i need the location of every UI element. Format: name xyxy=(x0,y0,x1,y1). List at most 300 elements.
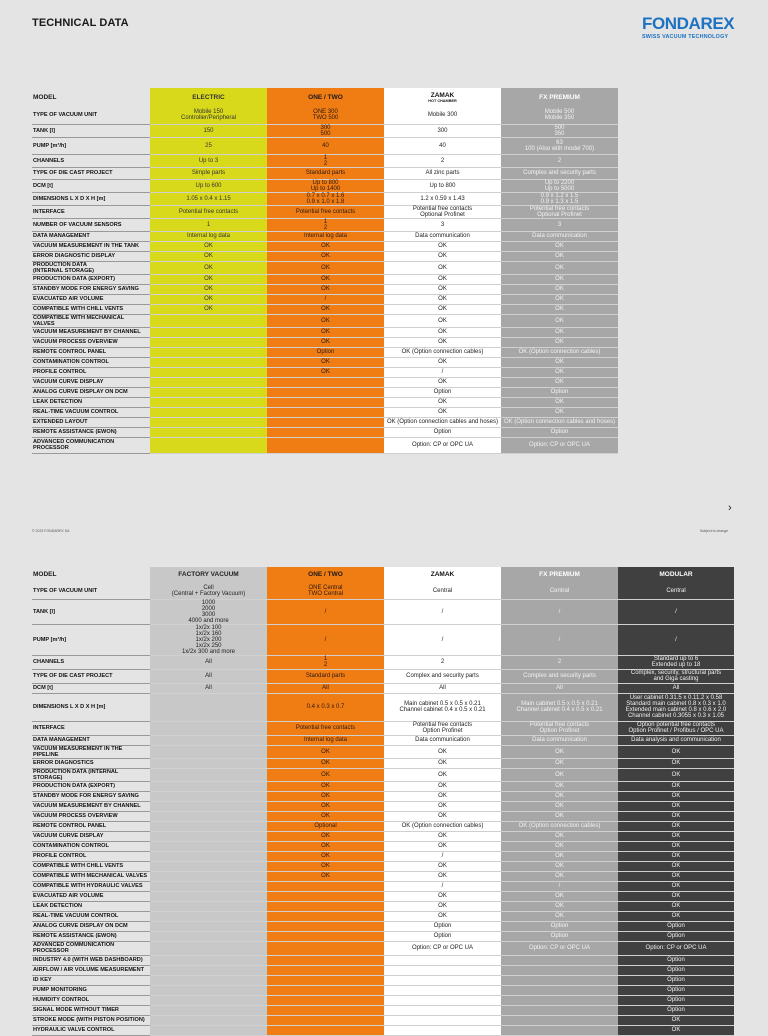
cell-fx-premium: 2 xyxy=(501,154,618,167)
cell-fx-premium: OK xyxy=(501,357,618,367)
cell-zamak: Option xyxy=(384,921,501,931)
cell-one-two: Option xyxy=(267,347,384,357)
column-subheader: HOT CHAMBER xyxy=(428,98,457,103)
table-row xyxy=(32,179,618,192)
cell-electric xyxy=(150,337,267,347)
row-label: CONTAMINATION CONTROL xyxy=(32,841,150,851)
cell-modular: Data analysis and communication xyxy=(618,735,734,745)
cell-fx-premium: Option xyxy=(501,427,618,437)
cell-factory-vacuum xyxy=(150,881,267,891)
cell-one-two xyxy=(267,417,384,427)
table-row xyxy=(32,1025,734,1035)
cell-zamak: OK xyxy=(384,901,501,911)
row-label: VACUUM MEASUREMENT BY CHANNEL xyxy=(32,801,150,811)
cell-one-two xyxy=(267,921,384,931)
cell-fx-premium: 0.9 x 1.2 x 1.5 0.9 x 1.3 x 1.5 xyxy=(501,192,618,205)
cell-zamak: OK xyxy=(384,407,501,417)
cell-fx-premium: OK (Option connection cables) xyxy=(501,821,618,831)
row-label: DCM [t] xyxy=(32,179,150,192)
cell-one-two: Optional xyxy=(267,821,384,831)
table-row xyxy=(32,624,734,655)
row-label: REMOTE CONTROL PANEL xyxy=(32,347,150,357)
cell-zamak: Data communication xyxy=(384,231,501,241)
table-row xyxy=(32,387,618,397)
cell-factory-vacuum xyxy=(150,1015,267,1025)
table-row xyxy=(32,745,734,758)
table-row xyxy=(32,347,618,357)
row-label: HYDRAULIC VALVE CONTROL xyxy=(32,1025,150,1035)
row-label: REMOTE ASSISTANCE (EWON) xyxy=(32,931,150,941)
row-label: TANK [l] xyxy=(32,124,150,137)
cell-zamak: Option xyxy=(384,387,501,397)
table-row xyxy=(32,437,618,453)
cell-one-two: 40 xyxy=(267,137,384,154)
cell-one-two: OK xyxy=(267,861,384,871)
cell-modular: OK xyxy=(618,851,734,861)
cell-electric: 150 xyxy=(150,124,267,137)
column-header-modular xyxy=(618,567,734,583)
table-row xyxy=(32,397,618,407)
row-label: INTERFACE xyxy=(32,721,150,735)
table-row xyxy=(32,841,734,851)
table-row xyxy=(32,241,618,251)
row-label: CONTAMINATION CONTROL xyxy=(32,357,150,367)
cell-fx-premium: Potential free contacts Optional Profinet xyxy=(501,205,618,218)
cell-zamak xyxy=(384,975,501,985)
row-label: PRODUCTION DATA (EXPORT) xyxy=(32,781,150,791)
column-header-label: ZAMAK xyxy=(430,91,455,99)
row-label: EXTENDED LAYOUT xyxy=(32,417,150,427)
cell-factory-vacuum xyxy=(150,1025,267,1035)
cell-fx-premium xyxy=(501,1015,618,1025)
cell-zamak xyxy=(384,965,501,975)
table-row xyxy=(32,124,618,137)
table-row xyxy=(32,901,734,911)
cell-factory-vacuum xyxy=(150,921,267,931)
cell-fx-premium: OK xyxy=(501,781,618,791)
cell-one-two: OK xyxy=(267,284,384,294)
cell-factory-vacuum xyxy=(150,801,267,811)
cell-modular: Option xyxy=(618,955,734,965)
cell-one-two: OK xyxy=(267,367,384,377)
row-label: PROFILE CONTROL xyxy=(32,851,150,861)
cell-zamak: OK xyxy=(384,911,501,921)
cell-fx-premium: Central xyxy=(501,583,618,599)
row-label: ANALOG CURVE DISPLAY ON DCM xyxy=(32,387,150,397)
cell-fx-premium xyxy=(501,985,618,995)
column-header-label: FACTORY VACUUM xyxy=(178,571,239,578)
cell-modular: OK xyxy=(618,1025,734,1035)
cell-modular: OK xyxy=(618,821,734,831)
table-row xyxy=(32,995,734,1005)
subject-to-change-note: Subject to change xyxy=(700,529,729,533)
cell-one-two xyxy=(267,985,384,995)
cell-factory-vacuum xyxy=(150,861,267,871)
cell-fx-premium: OK xyxy=(501,304,618,314)
row-label: REAL-TIME VACUUM CONTROL xyxy=(32,407,150,417)
cell-factory-vacuum xyxy=(150,758,267,768)
cell-one-two: OK xyxy=(267,781,384,791)
table-row xyxy=(32,304,618,314)
cell-one-two xyxy=(267,1005,384,1015)
table-row xyxy=(32,167,618,179)
table-row xyxy=(32,337,618,347)
cell-zamak: OK xyxy=(384,791,501,801)
row-label: PROFILE CONTROL xyxy=(32,367,150,377)
cell-factory-vacuum xyxy=(150,821,267,831)
table-row xyxy=(32,669,734,683)
table-row xyxy=(32,284,618,294)
cell-zamak: / xyxy=(384,881,501,891)
cell-one-two: 1 2 xyxy=(267,655,384,669)
cell-electric: OK xyxy=(150,274,267,284)
cell-factory-vacuum xyxy=(150,1005,267,1015)
cell-zamak: Up to 800 xyxy=(384,179,501,192)
copyright: © 2023 FONDAREX SA xyxy=(32,529,70,533)
cell-modular: OK xyxy=(618,781,734,791)
cell-one-two: ONE 300 TWO 500 xyxy=(267,107,384,124)
cell-fx-premium: Option xyxy=(501,387,618,397)
chevron-right-icon[interactable]: › xyxy=(728,502,732,514)
cell-zamak: All xyxy=(384,683,501,693)
cell-fx-premium: Option: CP or OPC UA xyxy=(501,437,618,453)
row-label: ID KEY xyxy=(32,975,150,985)
table-header-row xyxy=(32,88,618,107)
cell-factory-vacuum: All xyxy=(150,669,267,683)
cell-fx-premium: OK xyxy=(501,367,618,377)
row-label: EVACUATED AIR VOLUME xyxy=(32,294,150,304)
cell-factory-vacuum xyxy=(150,851,267,861)
row-label: AIRFLOW / AIR VOLUME MEASUREMENT xyxy=(32,965,150,975)
cell-modular: Option xyxy=(618,965,734,975)
cell-factory-vacuum xyxy=(150,811,267,821)
cell-electric: Mobile 150 Controller/Peripheral xyxy=(150,107,267,124)
cell-zamak: / xyxy=(384,599,501,624)
column-header-fx-premium xyxy=(501,88,618,107)
table-row xyxy=(32,218,618,231)
table-row xyxy=(32,599,734,624)
cell-one-two: OK xyxy=(267,274,384,284)
column-header-label: ELECTRIC xyxy=(192,93,225,101)
cell-zamak: Central xyxy=(384,583,501,599)
row-label: PUMP MONITORING xyxy=(32,985,150,995)
column-header-one-two xyxy=(267,88,384,107)
cell-fx-premium: OK xyxy=(501,251,618,261)
cell-zamak: OK xyxy=(384,801,501,811)
row-label: EVACUATED AIR VOLUME xyxy=(32,891,150,901)
table-row xyxy=(32,851,734,861)
cell-fx-premium: OK xyxy=(501,241,618,251)
cell-electric: 25 xyxy=(150,137,267,154)
cell-zamak: OK (Option connection cables) xyxy=(384,347,501,357)
row-label: TYPE OF DIE CAST PROJECT xyxy=(32,669,150,683)
column-header-label: MODULAR xyxy=(659,571,693,578)
cell-zamak: All zinc parts xyxy=(384,167,501,179)
cell-one-two xyxy=(267,387,384,397)
cell-zamak: OK xyxy=(384,337,501,347)
row-label: PUMP [m³/h] xyxy=(32,624,150,655)
table-row xyxy=(32,205,618,218)
table-row xyxy=(32,407,618,417)
table-row xyxy=(32,583,734,599)
cell-one-two: OK xyxy=(267,241,384,251)
cell-one-two xyxy=(267,1025,384,1035)
cell-one-two: OK xyxy=(267,337,384,347)
cell-zamak: OK xyxy=(384,304,501,314)
table-row xyxy=(32,231,618,241)
cell-modular: Option: CP or OPC UA xyxy=(618,941,734,955)
table-row xyxy=(32,891,734,901)
cell-fx-premium: 3 xyxy=(501,218,618,231)
cell-modular: OK xyxy=(618,801,734,811)
cell-zamak xyxy=(384,955,501,965)
row-label: ANALOG CURVE DISPLAY ON DCM xyxy=(32,921,150,931)
cell-fx-premium: OK xyxy=(501,851,618,861)
cell-modular: OK xyxy=(618,861,734,871)
cell-zamak: Option: CP or OPC UA xyxy=(384,437,501,453)
cell-fx-premium: OK xyxy=(501,407,618,417)
row-label: PRODUCTION DATA (INTERNAL STORAGE) xyxy=(32,768,150,781)
cell-electric: Up to 3 xyxy=(150,154,267,167)
cell-zamak: OK xyxy=(384,758,501,768)
table-row xyxy=(32,801,734,811)
table-header-row xyxy=(32,567,734,583)
cell-fx-premium: Complex and security parts xyxy=(501,167,618,179)
cell-zamak: OK xyxy=(384,811,501,821)
row-label: PRODUCTION DATA (INTERNAL STORAGE) xyxy=(32,261,150,274)
table-row xyxy=(32,154,618,167)
cell-fx-premium: Option xyxy=(501,931,618,941)
cell-zamak: Potential free contacts Optional Profinet xyxy=(384,205,501,218)
cell-fx-premium: All xyxy=(501,683,618,693)
cell-zamak xyxy=(384,1005,501,1015)
cell-electric xyxy=(150,367,267,377)
row-label: TYPE OF VACUUM UNIT xyxy=(32,583,150,599)
row-label: STROKE MODE (WITH PISTON POSITION) xyxy=(32,1015,150,1025)
cell-one-two xyxy=(267,427,384,437)
row-label: INDUSTRY 4.0 (WITH WEB DASHBOARD) xyxy=(32,955,150,965)
row-label: DIMENSIONS L X D X H [m] xyxy=(32,693,150,721)
table-row xyxy=(32,955,734,965)
cell-fx-premium: OK xyxy=(501,791,618,801)
cell-zamak: OK xyxy=(384,274,501,284)
cell-one-two xyxy=(267,891,384,901)
cell-fx-premium: OK xyxy=(501,831,618,841)
cell-one-two: OK xyxy=(267,791,384,801)
cell-zamak: Potential free contacts Option Profinet xyxy=(384,721,501,735)
table-row xyxy=(32,261,618,274)
cell-zamak: Mobile 300 xyxy=(384,107,501,124)
cell-factory-vacuum: 1x/2x 100 1x/2x 160 1x/2x 200 1x/2x 250 1x/2x 300 and more xyxy=(150,624,267,655)
table-row xyxy=(32,367,618,377)
cell-fx-premium: Complex and security parts xyxy=(501,669,618,683)
row-label: COMPATIBLE WITH HYDRAULIC VALVES xyxy=(32,881,150,891)
cell-electric xyxy=(150,377,267,387)
table-row xyxy=(32,693,734,721)
cell-fx-premium: OK xyxy=(501,337,618,347)
cell-electric xyxy=(150,387,267,397)
cell-fx-premium: / xyxy=(501,599,618,624)
cell-fx-premium: Option xyxy=(501,921,618,931)
row-label: LEAK DETECTION xyxy=(32,397,150,407)
cell-zamak: / xyxy=(384,367,501,377)
cell-electric: 1.05 x 0.4 x 1.15 xyxy=(150,192,267,205)
cell-zamak xyxy=(384,985,501,995)
cell-zamak: 2 xyxy=(384,154,501,167)
cell-zamak: OK xyxy=(384,831,501,841)
cell-factory-vacuum xyxy=(150,831,267,841)
cell-zamak: Main cabinet 0.5 x 0.5 x 0.21 Channel cabinet 0.4 x 0.5 x 0.21 xyxy=(384,693,501,721)
cell-one-two: OK xyxy=(267,811,384,821)
table-row xyxy=(32,417,618,427)
cell-fx-premium: Potential free contacts Option Profinet xyxy=(501,721,618,735)
cell-one-two: Internal log data xyxy=(267,231,384,241)
cell-one-two: 1 2 xyxy=(267,154,384,167)
cell-fx-premium: OK xyxy=(501,314,618,327)
cell-zamak: 1.2 x 0.59 x 1.43 xyxy=(384,192,501,205)
cell-one-two: 0.7 x 0.7 x 1.6 0.9 x 1.0 x 1.8 xyxy=(267,192,384,205)
column-header-electric xyxy=(150,88,267,107)
cell-electric: OK xyxy=(150,241,267,251)
cell-modular: OK xyxy=(618,841,734,851)
cell-one-two xyxy=(267,407,384,417)
cell-one-two xyxy=(267,911,384,921)
table-row xyxy=(32,192,618,205)
cell-factory-vacuum xyxy=(150,768,267,781)
cell-modular: OK xyxy=(618,871,734,881)
cell-electric: OK xyxy=(150,284,267,294)
cell-fx-premium: OK xyxy=(501,768,618,781)
cell-electric xyxy=(150,407,267,417)
cell-one-two xyxy=(267,901,384,911)
table-row xyxy=(32,357,618,367)
cell-factory-vacuum xyxy=(150,841,267,851)
table-row xyxy=(32,985,734,995)
row-label: CHANNELS xyxy=(32,655,150,669)
row-label: NUMBER OF VACUUM SENSORS xyxy=(32,218,150,231)
cell-zamak: OK xyxy=(384,377,501,387)
row-label: VACUUM CURVE DISPLAY xyxy=(32,377,150,387)
cell-modular: Option xyxy=(618,975,734,985)
cell-electric: OK xyxy=(150,304,267,314)
row-label: TYPE OF DIE CAST PROJECT xyxy=(32,167,150,179)
row-label: STANDBY MODE FOR ENERGY SAVING xyxy=(32,284,150,294)
column-header-one-two xyxy=(267,567,384,583)
cell-fx-premium: 63 100 (Also with model 700) xyxy=(501,137,618,154)
cell-electric xyxy=(150,427,267,437)
cell-zamak: 300 xyxy=(384,124,501,137)
cell-one-two: / xyxy=(267,294,384,304)
model-header-label: MODEL xyxy=(32,88,150,107)
table-row xyxy=(32,931,734,941)
cell-one-two: All xyxy=(267,683,384,693)
cell-one-two: Potential free contacts xyxy=(267,721,384,735)
model-header-label: MODEL xyxy=(32,567,150,583)
cell-modular: Option potential free contacts Option Profinet / Profibus / OPC UA xyxy=(618,721,734,735)
row-label: TANK [l] xyxy=(32,599,150,624)
cell-fx-premium: OK xyxy=(501,294,618,304)
cell-electric: OK xyxy=(150,294,267,304)
row-label: CHANNELS xyxy=(32,154,150,167)
cell-factory-vacuum xyxy=(150,985,267,995)
row-label: LEAK DETECTION xyxy=(32,901,150,911)
cell-factory-vacuum xyxy=(150,693,267,721)
cell-fx-premium: 2 xyxy=(501,655,618,669)
cell-fx-premium: OK (Option connection cables) xyxy=(501,347,618,357)
cell-fx-premium: / xyxy=(501,881,618,891)
cell-one-two: OK xyxy=(267,801,384,811)
cell-modular: OK xyxy=(618,891,734,901)
cell-modular: User cabinet 0.31.5 x 0.11.2 x 0.58 Standard main cabinet 0.8 x 0.3 x 1.0 Extended main cabinet 0.8 x 0.6 x 2.0 Channel cabinet 0.3055 x 0.3 x 1.05 xyxy=(618,693,734,721)
row-label: STANDBY MODE FOR ENERGY SAVING xyxy=(32,791,150,801)
row-label: TYPE OF VACUUM UNIT xyxy=(32,107,150,124)
cell-one-two xyxy=(267,995,384,1005)
cell-one-two xyxy=(267,437,384,453)
cell-zamak: OK xyxy=(384,284,501,294)
cell-zamak: OK xyxy=(384,891,501,901)
cell-one-two: / xyxy=(267,624,384,655)
cell-factory-vacuum xyxy=(150,955,267,965)
cell-one-two xyxy=(267,955,384,965)
column-header-factory-vacuum xyxy=(150,567,267,583)
cell-one-two: OK xyxy=(267,831,384,841)
cell-modular: OK xyxy=(618,758,734,768)
cell-factory-vacuum xyxy=(150,791,267,801)
cell-factory-vacuum xyxy=(150,891,267,901)
table-row xyxy=(32,921,734,931)
cell-zamak: OK xyxy=(384,841,501,851)
cell-modular: OK xyxy=(618,768,734,781)
table-row xyxy=(32,1005,734,1015)
cell-zamak: 40 xyxy=(384,137,501,154)
row-label: COMPATIBLE WITH CHILL VENTS xyxy=(32,861,150,871)
cell-zamak: Option xyxy=(384,427,501,437)
cell-modular: / xyxy=(618,624,734,655)
table-row xyxy=(32,941,734,955)
cell-zamak: OK (Option connection cables) xyxy=(384,821,501,831)
cell-fx-premium: OK xyxy=(501,745,618,758)
cell-factory-vacuum xyxy=(150,735,267,745)
column-header-label: ZAMAK xyxy=(430,571,455,578)
cell-fx-premium: OK xyxy=(501,758,618,768)
cell-fx-premium: OK xyxy=(501,891,618,901)
cell-electric: 1 xyxy=(150,218,267,231)
table-row xyxy=(32,791,734,801)
cell-fx-premium: OK xyxy=(501,861,618,871)
row-label: COMPATIBLE WITH CHILL VENTS xyxy=(32,304,150,314)
cell-zamak: Complex and security parts xyxy=(384,669,501,683)
cell-electric xyxy=(150,437,267,453)
column-header-fx-premium xyxy=(501,567,618,583)
column-header-label: ONE / TWO xyxy=(308,571,343,578)
row-label: REMOTE CONTROL PANEL xyxy=(32,821,150,831)
cell-one-two xyxy=(267,975,384,985)
cell-one-two: 300 500 xyxy=(267,124,384,137)
table-row xyxy=(32,107,618,124)
cell-fx-premium: OK xyxy=(501,911,618,921)
table-row xyxy=(32,975,734,985)
table-row xyxy=(32,758,734,768)
cell-fx-premium: Data communication xyxy=(501,231,618,241)
cell-modular: Central xyxy=(618,583,734,599)
cell-one-two: 1 2 xyxy=(267,218,384,231)
cell-one-two: OK xyxy=(267,851,384,861)
cell-fx-premium: Main cabinet 0.5 x 0.5 x 0.21 Channel cabinet 0.4 x 0.5 x 0.21 xyxy=(501,693,618,721)
cell-modular: OK xyxy=(618,881,734,891)
cell-modular: Standard up to 6 Extended up to 18 xyxy=(618,655,734,669)
cell-one-two xyxy=(267,397,384,407)
cell-one-two xyxy=(267,1015,384,1025)
